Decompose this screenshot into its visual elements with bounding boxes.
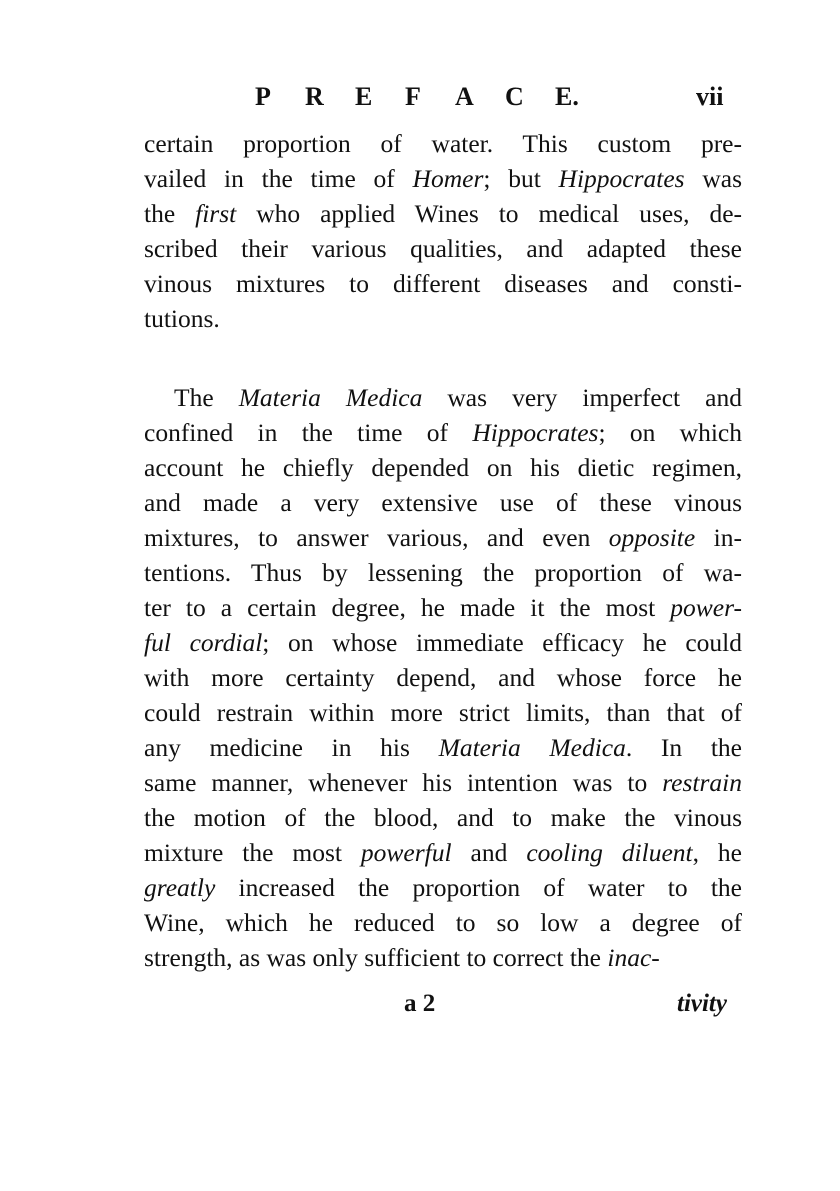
text-line [144,765,742,800]
header-letter: F [405,82,421,111]
text-run: confined in the time of [144,418,473,447]
header-letter: E [355,82,373,111]
italic-run: first [195,199,237,228]
paragraph-2 [144,380,742,975]
text-run: increased the proportion of water to the [215,873,742,902]
text-line [144,415,742,450]
text-run: same manner, whenever his intention was to [144,768,663,797]
text-line [144,301,742,336]
text-line [144,231,742,266]
text-line [144,161,742,196]
text-run: . In the [625,733,742,762]
italic-run: Materia Medica [238,383,423,412]
header-title [255,82,615,112]
italic-run: restrain [662,768,742,797]
text-run: and made a very extensive use of these vinous [144,488,742,517]
text-run: mixture the most [144,838,361,867]
text-run: , he [692,838,742,867]
text-run: who applied Wines to medical uses, de- [236,199,743,228]
page-footer [0,990,840,1030]
italic-run: powerful [360,838,452,867]
text-line [144,835,742,870]
italic-run: opposite [608,523,696,552]
text-run: vailed in the time of [144,164,413,193]
italic-run: Homer [412,164,484,193]
header-letter: A [455,82,474,111]
italic-run: Hippocrates [472,418,599,447]
text-line [144,520,742,555]
text-run: was very imperfect and [422,383,742,412]
text-line [144,905,742,940]
text-line [144,196,742,231]
text-run: could restrain within more strict limits, than that of [144,698,742,727]
text-line [144,660,742,695]
text-run: certain proportion of water. This custom pre- [144,129,742,158]
text-line [144,380,742,415]
italic-run: cooling diluent [526,838,693,867]
text-line [144,485,742,520]
text-run: vinous mixtures to different diseases and consti- [144,269,742,298]
text-run: scribed their various qualities, and adapted these [144,234,742,263]
text-run: mixtures, to answer various, and even [144,523,609,552]
text-run: ; on whose immediate efficacy he could [262,628,742,657]
text-run: strength, as was only sufficient to correct the [144,943,608,972]
header-letter: E. [555,82,579,111]
text-line [144,940,742,975]
header-letter: C [505,82,524,111]
text-run: was [684,164,743,193]
italic-run: greatly [144,873,216,902]
text-line [144,590,742,625]
text-line [144,800,742,835]
text-run: ; but [483,164,559,193]
text-line [144,695,742,730]
text-run: account he chiefly depended on his dietic regimen, [144,453,742,482]
text-run: in- [695,523,743,552]
signature-mark: a 2 [404,990,436,1017]
header-letter: R [305,82,324,111]
text-run: ; on which [598,418,742,447]
text-run: any medicine in his [144,733,439,762]
text-run: the motion of the blood, and to make the vinous [144,803,742,832]
italic-run: Materia Medica [438,733,626,762]
header-letter: P [255,82,271,111]
text-run: The [174,383,239,412]
text-line [144,870,742,905]
text-run: and [451,838,527,867]
italic-run: inac- [607,943,660,972]
text-run: tutions. [144,304,220,333]
italic-run: power- [670,593,742,622]
italic-run: ful cordial [144,628,263,657]
text-run: with more certainty depend, and whose force he [144,663,742,692]
paragraph-1 [144,126,742,336]
text-run: ter to a certain degree, he made it the most [144,593,671,622]
text-run: Wine, which he reduced to so low a degree of [144,908,742,937]
text-line [144,266,742,301]
text-run: tentions. Thus by lessening the proportion of wa- [144,558,742,587]
text-line [144,450,742,485]
catchword: tivity [677,990,727,1017]
running-header [0,82,840,122]
text-line [144,555,742,590]
italic-run: Hippocrates [558,164,685,193]
text-line [144,126,742,161]
text-line [144,730,742,765]
text-run: the [144,199,196,228]
text-line [144,625,742,660]
page-number: vii [696,82,724,111]
